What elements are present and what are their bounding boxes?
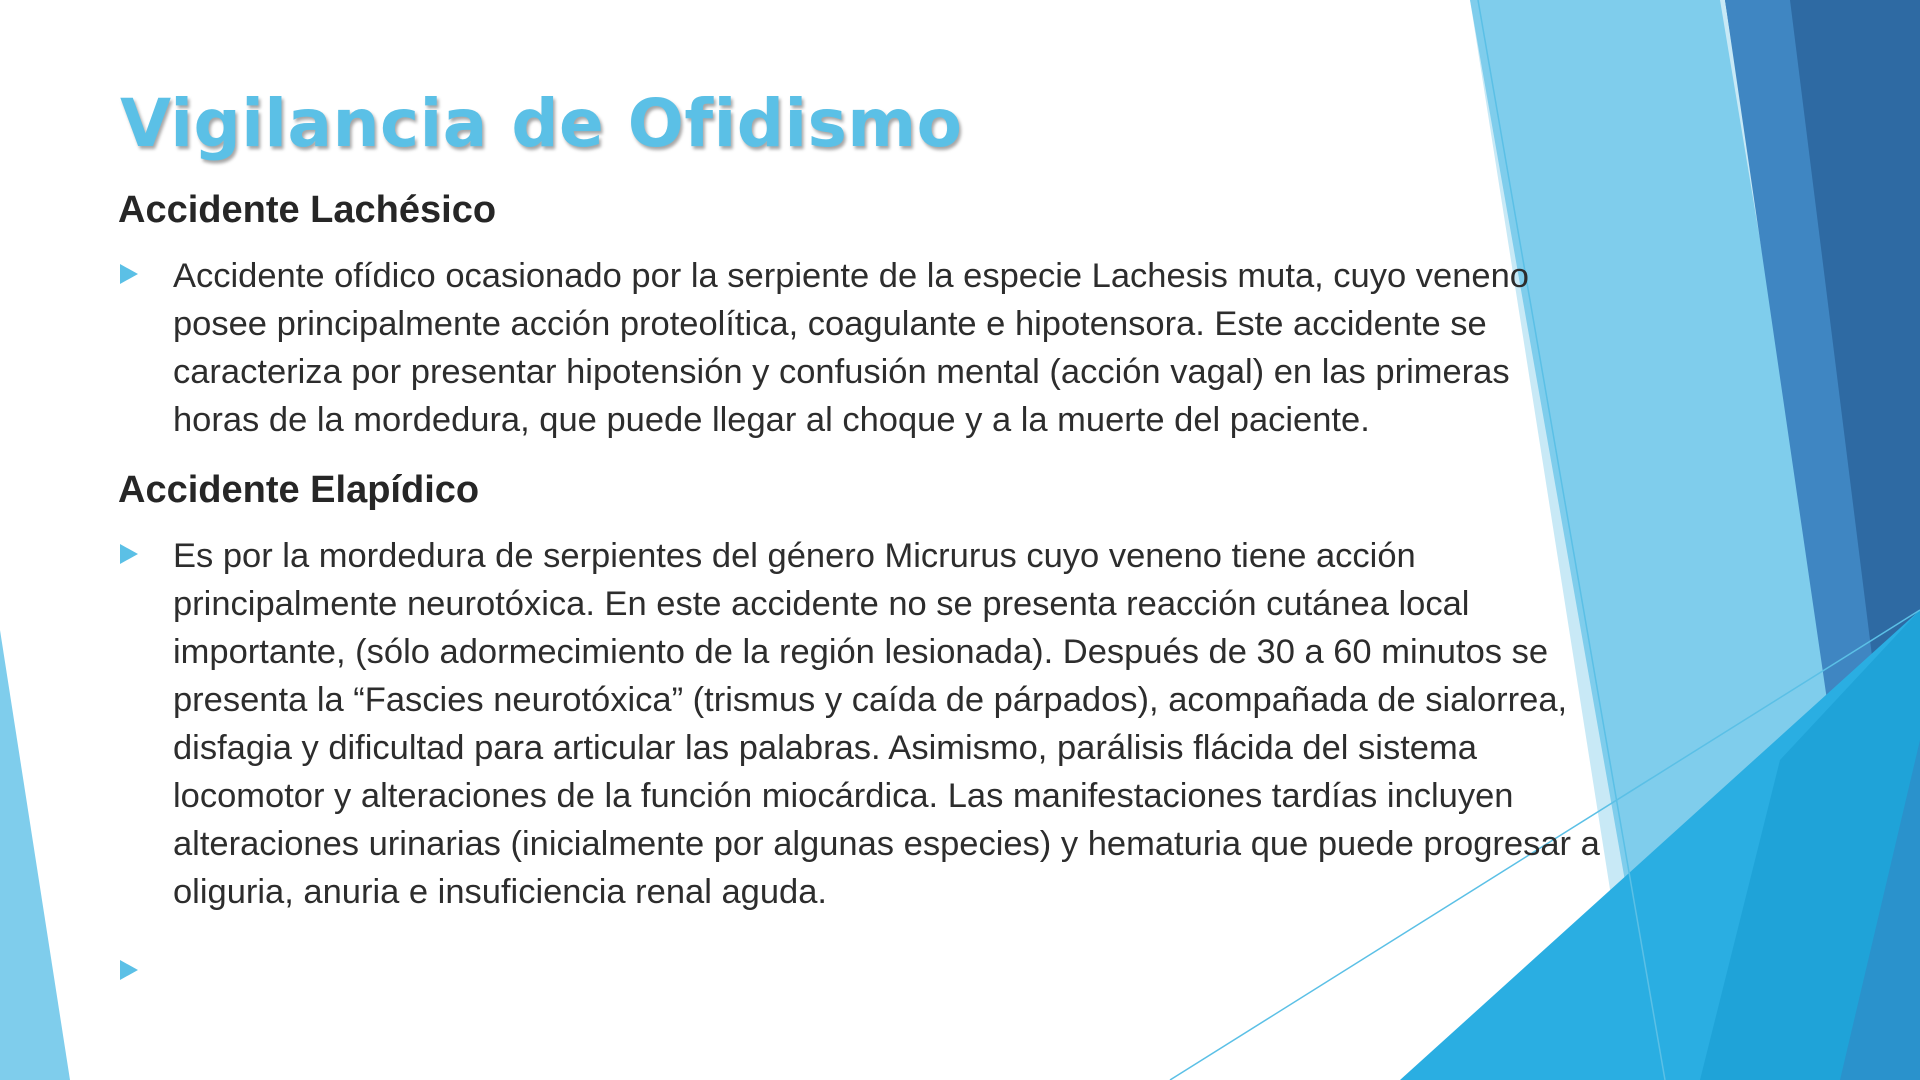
bullet-arrow-icon	[120, 264, 138, 284]
bullet-arrow-icon	[120, 544, 138, 564]
bullet-item	[120, 532, 1600, 916]
bullet-text: Es por la mordedura de serpientes del género Micrurus cuyo veneno tiene acción principalmente neurotóxica. En este accidente no se presenta reacción cutánea local importante, (sólo adormecimiento de la región lesionada). Después de 30 a 60 minutos se presenta la “Fascies neurotóxica” (trismus y caída de párpados), acompañada de sialorrea, disfagia y dificultad para articular las palabras. Asimismo, parálisis flácida del sistema locomotor y alteraciones de la función miocárdica. Las manifestaciones tardías incluyen alteraciones urinarias (inicialmente por algunas especies) y hematuria que puede progresar a oliguria, anuria e insuficiencia renal aguda.	[173, 537, 1600, 911]
bullet-item	[120, 252, 1600, 444]
bullet-text: Accidente ofídico ocasionado por la serpiente de la especie Lachesis muta, cuyo veneno posee principalmente acción proteolítica, coagulante e hipotensora. Este accidente se caracteriza por presentar hipotensión y confusión mental (acción vagal) en las primeras horas de la mordedura, que puede llegar al choque y a la muerte del paciente.	[173, 257, 1529, 439]
slide-title: Vigilancia de Ofidismo	[120, 85, 963, 162]
section-heading-lachesico: Accidente Lachésico	[118, 189, 497, 231]
section-heading-elapidico: Accidente Elapídico	[118, 469, 480, 511]
bullet-arrow-icon	[120, 960, 138, 980]
